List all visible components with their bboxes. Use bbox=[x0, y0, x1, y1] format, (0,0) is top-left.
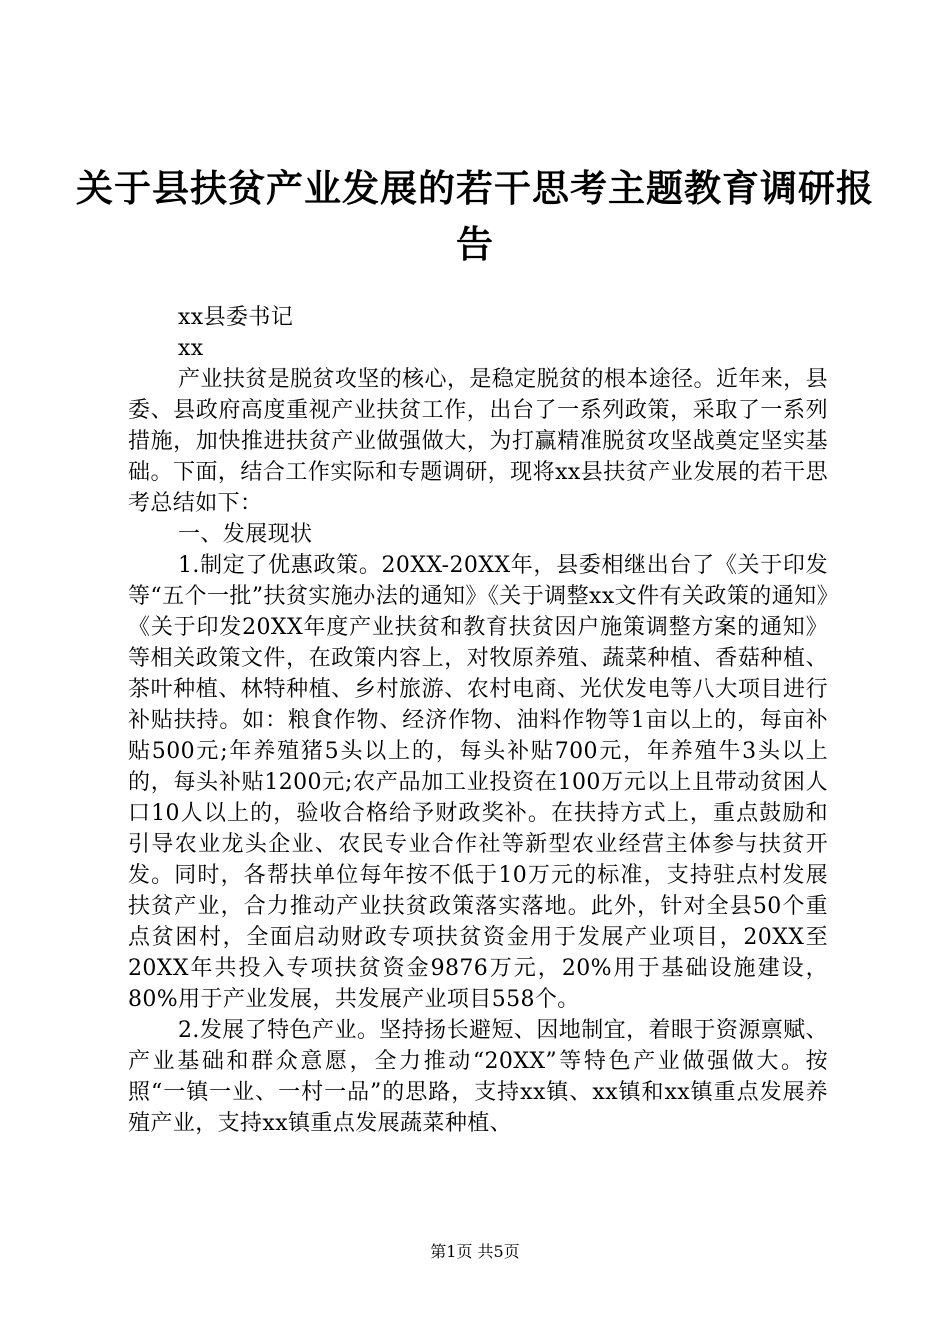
author-line: xx县委书记 bbox=[178, 305, 294, 330]
page-footer: 第1页 共5页 bbox=[430, 1242, 520, 1261]
document-body bbox=[128, 302, 828, 1139]
author-name: xx bbox=[178, 336, 204, 361]
paragraph-intro: 产业扶贫是脱贫攻坚的核心，是稳定脱贫的根本途径。近年来，县委、县政府高度重视产业扶贫工作，出台了一系列政策，采取了一系列措施，加快推进扶贫产业做强做大，为打赢精准脱贫攻坚战奠定坚实基础。下面，结合工作实际和专题调研，现将xx县扶贫产业发展的若干思考总结如下： bbox=[128, 367, 828, 516]
document-title: 关于县扶贫产业发展的若干思考主题教育调研报告 bbox=[76, 166, 874, 266]
section-heading: 一、发展现状 bbox=[178, 522, 313, 547]
paragraph-industry: 2.发展了特色产业。坚持扬长避短、因地制宜，着眼于资源禀赋、产业基础和群众意愿，全力推动“20XX”等特色产业做强做大。按照“一镇一业、一村一品”的思路，支持xx镇、xx镇和xx镇重点发展养殖产业，支持xx镇重点发展蔬菜种植、 bbox=[128, 1018, 828, 1136]
paragraph-policy: 1.制定了优惠政策。20XX-20XX年，县委相继出台了《关于印发等“五个一批”扶贫实施办法的通知》《关于调整xx文件有关政策的通知》《关于印发20XX年度产业扶贫和教育扶贫因户施策调整方案的通知》等相关政策文件，在政策内容上，对牧原养殖、蔬菜种植、香菇种植、茶叶种植、林特种植、乡村旅游、农村电商、光伏发电等八大项目进行补贴扶持。如：粮食作物、经济作物、油料作物等1亩以上的，每亩补贴500元;年养殖猪5头以上的，每头补贴700元，年养殖牛3头以上的，每头补贴1200元;农产品加工业投资在100万元以上且带动贫困人口10人以上的，验收合格给予财政奖补。在扶持方式上，重点鼓励和引导农业龙头企业、农民专业合作社等新型农业经营主体参与扶贫开发。同时，各帮扶单位每年按不低于10万元的标准，支持驻点村发展扶贫产业，合力推动产业扶贫政策落实落地。此外，针对全县50个重点贫困村，全面启动财政专项扶贫资金用于发展产业项目，20XX至20XX年共投入专项扶贫资金9876万元，20%用于基础设施建设，80%用于产业发展，共发展产业项目558个。 bbox=[128, 553, 828, 1012]
